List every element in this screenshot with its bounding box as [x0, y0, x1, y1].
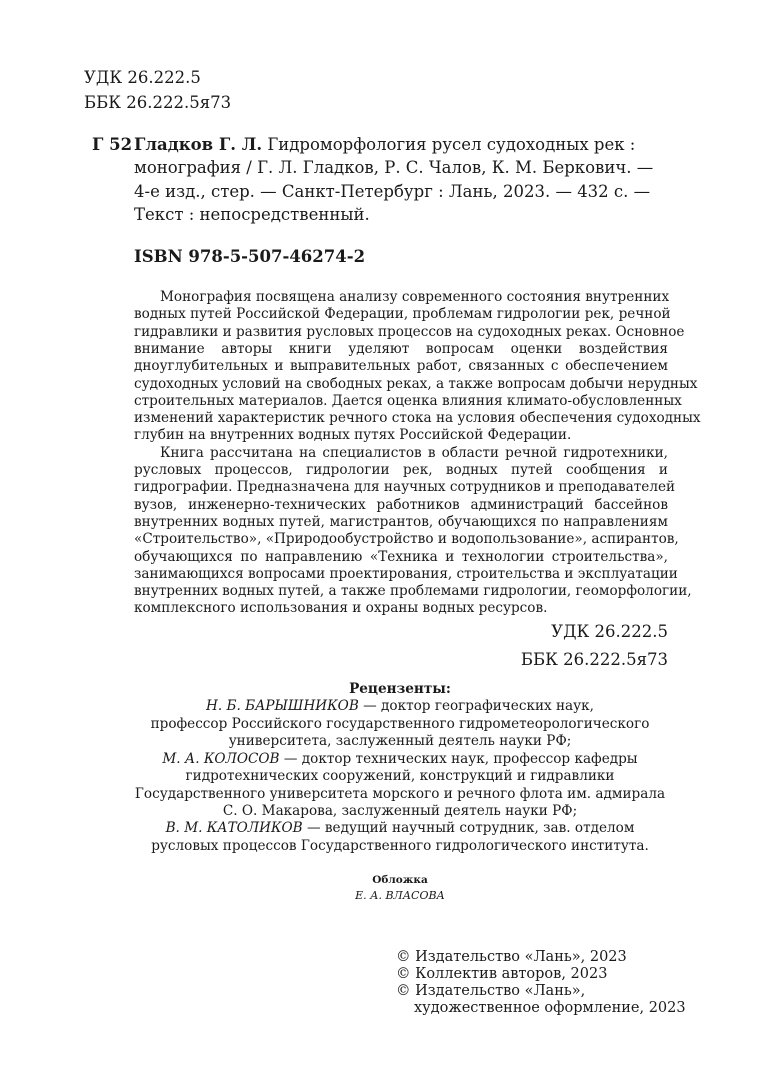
- cover-designer: Е. А. ВЛАСОВА: [355, 889, 445, 902]
- reviewer-1-line-1: [130, 700, 670, 714]
- reviewer-2-line-1: [130, 753, 670, 767]
- catalog-line-4: Текст : непосредственный.: [134, 205, 370, 224]
- copyright-4: художественное оформление, 2023: [414, 1000, 686, 1016]
- reviewer-text: — ведущий научный сотрудник, зав. отделом: [302, 820, 635, 836]
- reviewer-1-line-2: профессор Российского государственного гидрометеорологического: [150, 716, 650, 732]
- copyright-2: © Коллектив авторов, 2023: [396, 966, 608, 982]
- abstract-line: внимание авторы книги уделяют вопросам оценки воздействия: [134, 340, 668, 357]
- reviewer-3-line-1: [130, 822, 670, 836]
- isbn: ISBN 978-5-507-46274-2: [134, 247, 366, 266]
- abstract-line: изменений характеристик речного стока на условия обеспечения судоходных: [134, 410, 701, 427]
- abstract-line: вузов, инженерно-технических работников администраций бассейнов: [134, 496, 668, 513]
- abstract-line: внутренних водных путей, магистрантов, обучающихся по направлениям: [134, 513, 668, 530]
- cover-title: Обложка: [372, 874, 428, 886]
- catalog-line-1: [134, 137, 635, 154]
- abstract-line: гидрографии. Предназначена для научных сотрудников и преподавателей: [134, 479, 676, 496]
- abstract-line: Книга рассчитана на специалистов в области речной гидротехники,: [160, 444, 668, 461]
- abstract-line: комплексного использования и охраны водных ресурсов.: [134, 600, 548, 617]
- catalog-line-3: 4-е изд., стер. — Санкт-Петербург : Лань, 2023. — 432 с. —: [134, 182, 651, 201]
- abstract-line: занимающихся вопросами проектирования, строительства и эксплуатации: [134, 565, 678, 582]
- abstract-line: Монография посвящена анализу современного состояния внутренних: [160, 289, 670, 305]
- abstract-line: водных путей Российской Федерации, проблемам гидрологии рек, речной: [134, 306, 671, 323]
- catalog-title: Гидроморфология русел судоходных рек :: [267, 135, 636, 154]
- catalog-author: Гладков Г. Л.: [134, 135, 263, 154]
- reviewer-text: — доктор географических наук,: [358, 698, 594, 714]
- reviewer-3-line-2: русловых процессов Государственного гидрологического института.: [151, 838, 649, 854]
- reviewer-2-name: М. А. КОЛОСОВ: [162, 751, 280, 767]
- reviewer-1-name: Н. Б. БАРЫШНИКОВ: [206, 698, 359, 714]
- catalog-line-2: монография / Г. Л. Гладков, Р. С. Чалов, К. М. Беркович. —: [134, 158, 654, 177]
- abstract-line: дноуглубительных и выправительных работ, связанных с обеспечением: [134, 358, 668, 375]
- abstract-line: глубин на внутренних водных путях Российской Федерации.: [134, 427, 572, 444]
- abstract-line: гидравлики и развития русловых процессов на судоходных реках. Основное: [134, 323, 685, 340]
- copyright-3: © Издательство «Лань»,: [396, 983, 586, 999]
- reviewer-1-line-3: университета, заслуженный деятель науки РФ;: [228, 733, 572, 749]
- udk-code-right: УДК 26.222.5: [551, 622, 668, 641]
- reviewer-3-name: В. М. КАТОЛИКОВ: [165, 820, 303, 836]
- abstract-line: обучающихся по направлению «Техника и технологии строительства»,: [134, 548, 668, 565]
- reviewer-2-line-2: гидротехнических сооружений, конструкций и гидравлики: [185, 768, 615, 784]
- abstract-line: судоходных условий на свободных реках, а также вопросам добычи нерудных: [134, 375, 698, 392]
- reviewer-2-line-4: С. О. Макарова, заслуженный деятель науки РФ;: [222, 803, 578, 819]
- reviewers-title: Рецензенты:: [349, 681, 451, 697]
- reviewer-text: — доктор технических наук, профессор кафедры: [279, 751, 638, 767]
- abstract-line: русловых процессов, гидрологии рек, водных путей сообщения и: [134, 462, 668, 478]
- bbk-code: ББК 26.222.5я73: [84, 93, 232, 112]
- udk-code: УДК 26.222.5: [84, 68, 201, 87]
- abstract-line: внутренних водных путей, а также проблемами гидрологии, геоморфологии,: [134, 583, 692, 600]
- abstract-line: «Строительство», «Природообустройство и водопользование», аспирантов,: [134, 531, 679, 548]
- reviewer-2-line-3: Государственного университета морского и речного флота им. адмирала: [134, 786, 666, 802]
- bbk-code-right: ББК 26.222.5я73: [520, 650, 668, 669]
- catalog-code: Г 52: [92, 135, 133, 154]
- copyright-1: © Издательство «Лань», 2023: [396, 949, 627, 965]
- abstract-line: строительных материалов. Дается оценка влияния климато-обусловленных: [134, 392, 682, 409]
